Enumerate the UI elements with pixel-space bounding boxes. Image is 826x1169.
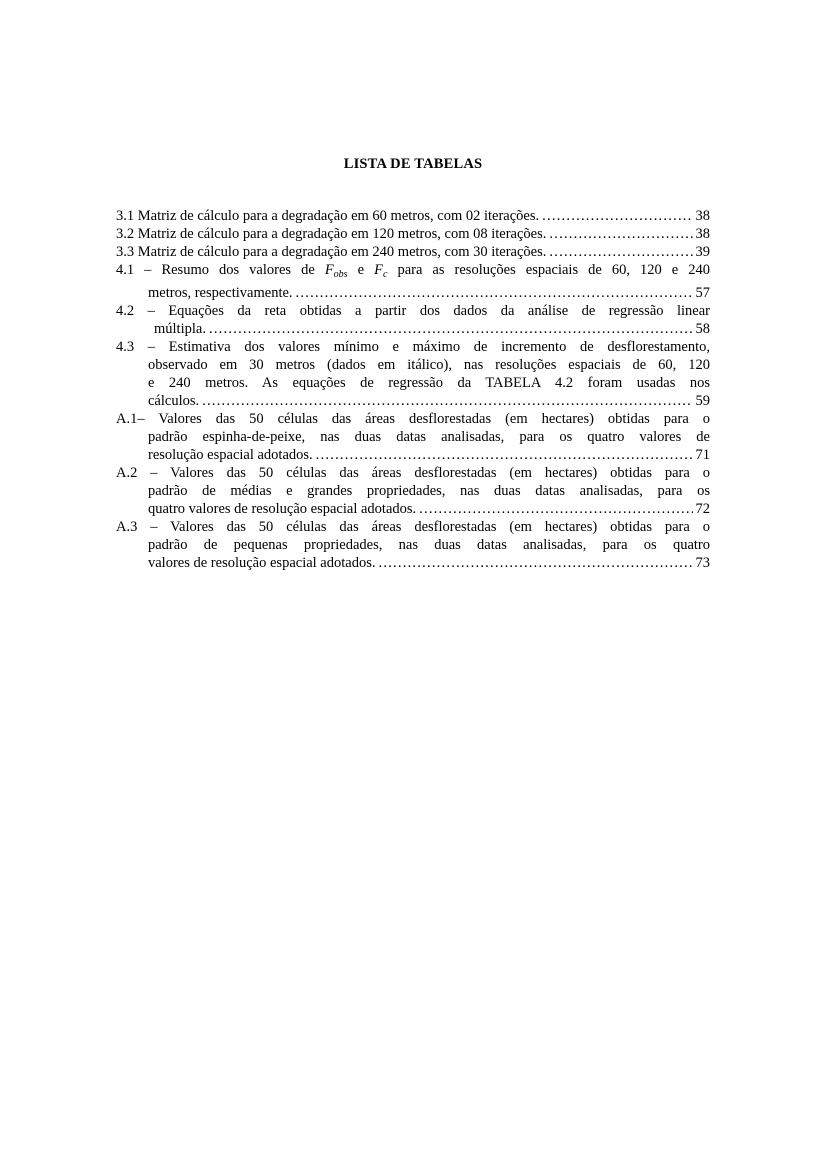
- variable-f: F: [374, 262, 383, 278]
- toc-entry-continuation: padrão espinha-de-peixe, nas duas datas analisadas, para os quatro valores de: [148, 429, 710, 445]
- toc-text-part: e: [347, 262, 375, 278]
- subscript-c: c: [382, 269, 388, 280]
- toc-text-part: 4.1 – Resumo dos valores de: [116, 262, 325, 278]
- toc-entry-3-3[interactable]: [116, 243, 710, 261]
- toc-entry-title: A.3 – Valores das 50 células das áreas desflorestadas (em hectares) obtidas para o: [116, 519, 710, 535]
- toc-entry-continuation: cálculos.: [148, 393, 200, 409]
- toc-entry-continuation: padrão de médias e grandes propriedades, nas duas datas analisadas, para os: [148, 483, 710, 499]
- toc-entry-4-2[interactable]: [116, 302, 710, 338]
- dot-leader: [419, 500, 692, 518]
- toc-entry-3-1[interactable]: [116, 207, 710, 225]
- toc-entry-continuation: valores de resolução espacial adotados.: [148, 555, 376, 571]
- dot-leader: [316, 446, 693, 464]
- dot-leader: [209, 320, 693, 338]
- toc-page-number: 59: [695, 393, 710, 409]
- toc-entry-4-1[interactable]: [116, 261, 710, 302]
- toc-entry-a-1[interactable]: [116, 410, 710, 464]
- toc-entry-4-3[interactable]: [116, 338, 710, 410]
- toc-page-number: 38: [695, 226, 710, 242]
- toc-page-number: 73: [695, 555, 710, 571]
- toc-entry-title: 3.2 Matriz de cálculo para a degradação em 120 metros, com 08 iterações.: [116, 226, 547, 242]
- toc-entry-continuation: e 240 metros. As equações de regressão da TABELA 4.2 foram usadas nos: [148, 375, 710, 391]
- toc-entry-title: 4.2 – Equações da reta obtidas a partir dos dados da análise de regressão linear: [116, 303, 710, 319]
- dot-leader: [549, 225, 692, 243]
- dot-leader: [549, 243, 692, 261]
- toc-entry-continuation: observado em 30 metros (dados em itálico), nas resoluções espaciais de 60, 120: [148, 357, 710, 373]
- toc-entry-title: 3.3 Matriz de cálculo para a degradação em 240 metros, com 30 iterações.: [116, 244, 547, 260]
- toc-entry-continuation: padrão de pequenas propriedades, nas duas datas analisadas, para os quatro: [148, 537, 710, 553]
- toc-page-number: 38: [695, 208, 710, 224]
- variable-f: F: [324, 262, 334, 278]
- toc-entry-a-2[interactable]: [116, 464, 710, 518]
- toc-entry-title: A.1– Valores das 50 células das áreas desflorestadas (em hectares) obtidas para o: [116, 411, 710, 427]
- toc-entry-continuation: múltipla.: [154, 321, 206, 337]
- dot-leader: [202, 392, 692, 410]
- toc-entry-continuation: quatro valores de resolução espacial adotados.: [148, 501, 417, 517]
- toc-entry-title: 3.1 Matriz de cálculo para a degradação em 60 metros, com 02 iterações.: [116, 208, 540, 224]
- toc-entry-title: [116, 261, 710, 284]
- toc-entry-continuation: resolução espacial adotados.: [148, 447, 313, 463]
- toc-text-part: para as resoluções espaciais de 60, 120 e 240: [387, 262, 711, 278]
- toc-page-number: 57: [695, 285, 710, 301]
- toc-page-number: 72: [695, 501, 710, 517]
- toc-entry-3-2[interactable]: [116, 225, 710, 243]
- toc-page-number: 58: [695, 321, 710, 337]
- toc-page-number: 71: [695, 447, 710, 463]
- toc-entry-continuation: metros, respectivamente.: [148, 285, 293, 301]
- toc-entry-title: A.2 – Valores das 50 células das áreas desflorestadas (em hectares) obtidas para o: [116, 465, 710, 481]
- dot-leader: [378, 554, 692, 572]
- table-of-contents: [116, 207, 710, 572]
- dot-leader: [296, 284, 693, 302]
- page-title: LISTA DE TABELAS: [343, 156, 483, 172]
- dot-leader: [542, 207, 692, 225]
- toc-page-number: 39: [695, 244, 710, 260]
- toc-entry-title: 4.3 – Estimativa dos valores mínimo e máximo de incremento de desflorestamento,: [116, 339, 710, 355]
- toc-entry-a-3[interactable]: [116, 518, 710, 572]
- subscript-obs: obs: [333, 269, 348, 280]
